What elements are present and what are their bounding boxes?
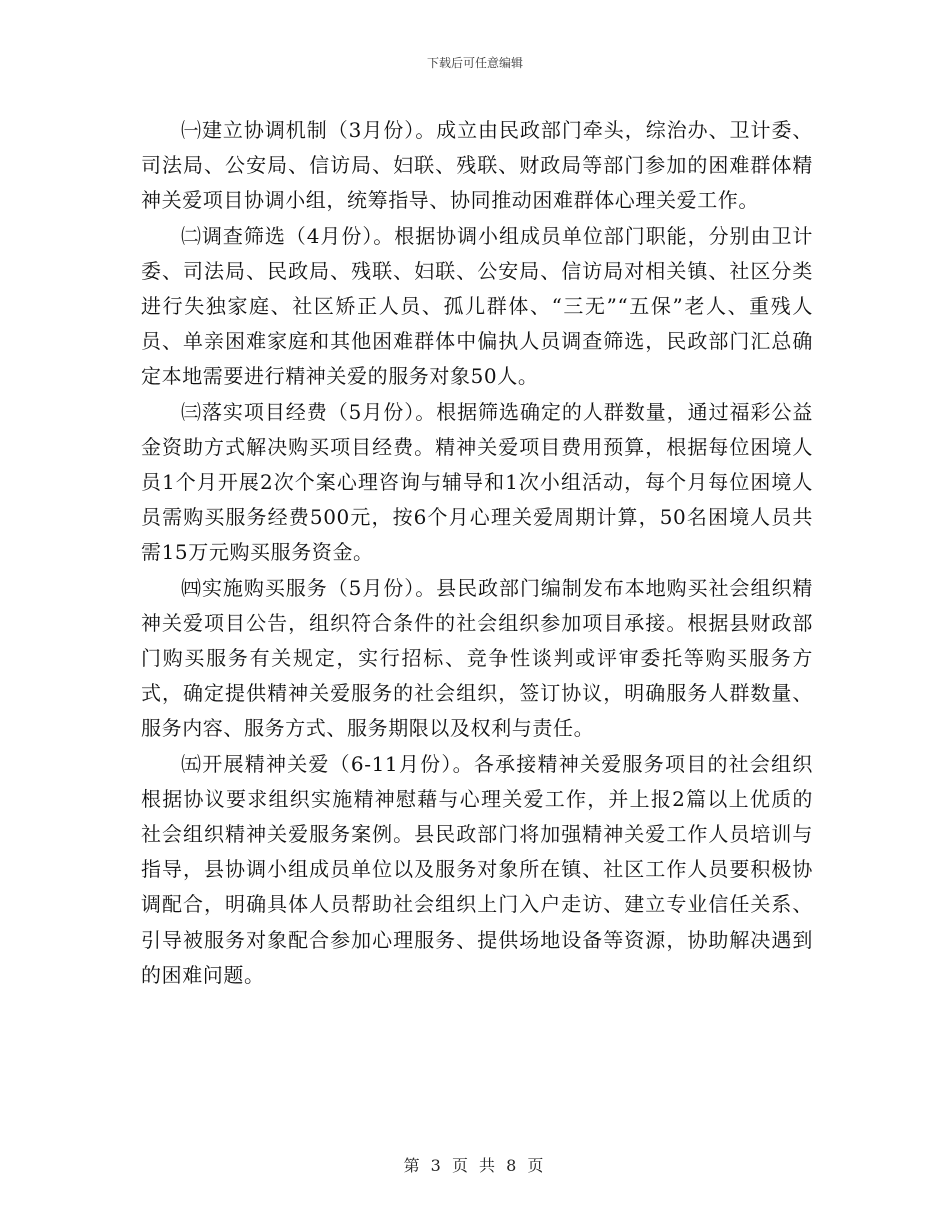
paragraph-care: ㈤开展精神关爱（6-11月份）。各承接精神关爱服务项目的社会组织根据协议要求组织实施精神慰藉与心理关爱工作，并上报2篇以上优质的社会组织精神关爱服务案例。县民政部门将加强精神关爱工作人员培训与指导，县协调小组成员单位以及服务对象所在镇、社区工作人员要积极协调配合，明确具体人员帮助社会组织上门入户走访、建立专业信任关系、引导被服务对象配合参加心理服务、提供场地设备等资源，协助解决遇到的困难问题。	[141, 751, 813, 987]
paragraph-funding: ㈢落实项目经费（5月份）。根据筛选确定的人群数量，通过福彩公益金资助方式解决购买项目经费。精神关爱项目费用预算，根据每位困境人员1个月开展2次个案心理咨询与辅导和1次小组活动，每个月每位困境人员需购买服务经费500元，按6个月心理关爱周期计算，50名困境人员共需15万元购买服务资金。	[141, 399, 813, 565]
page-number: 第 3 页 共 8 页	[403, 1156, 547, 1175]
paragraph-purchase: ㈣实施购买服务（5月份）。县民政部门编制发布本地购买社会组织精神关爱项目公告，组织符合条件的社会组织参加项目承接。根据县财政部门购买服务有关规定，实行招标、竞争性谈判或评审委托等购买服务方式，确定提供精神关爱服务的社会组织，签订协议，明确服务人群数量、服务内容、服务方式、服务期限以及权利与责任。	[141, 575, 813, 741]
page-header: 下载后可任意编辑	[426, 56, 523, 70]
paragraph-survey: ㈡调查筛选（4月份）。根据协调小组成员单位部门职能，分别由卫计委、司法局、民政局、残联、妇联、公安局、信访局对相关镇、社区分类进行失独家庭、社区矫正人员、孤儿群体、“三无”“五保”老人、重残人员、单亲困难家庭和其他困难群体中偏执人员调查筛选，民政部门汇总确定本地需要进行精神关爱的服务对象50人。	[141, 223, 813, 389]
document-body	[141, 113, 813, 993]
paragraph-coordination: ㈠建立协调机制（3月份）。成立由民政部门牵头，综治办、卫计委、司法局、公安局、信访局、妇联、残联、财政局等部门参加的困难群体精神关爱项目协调小组，统筹指导、协同推动困难群体心理关爱工作。	[141, 118, 813, 213]
